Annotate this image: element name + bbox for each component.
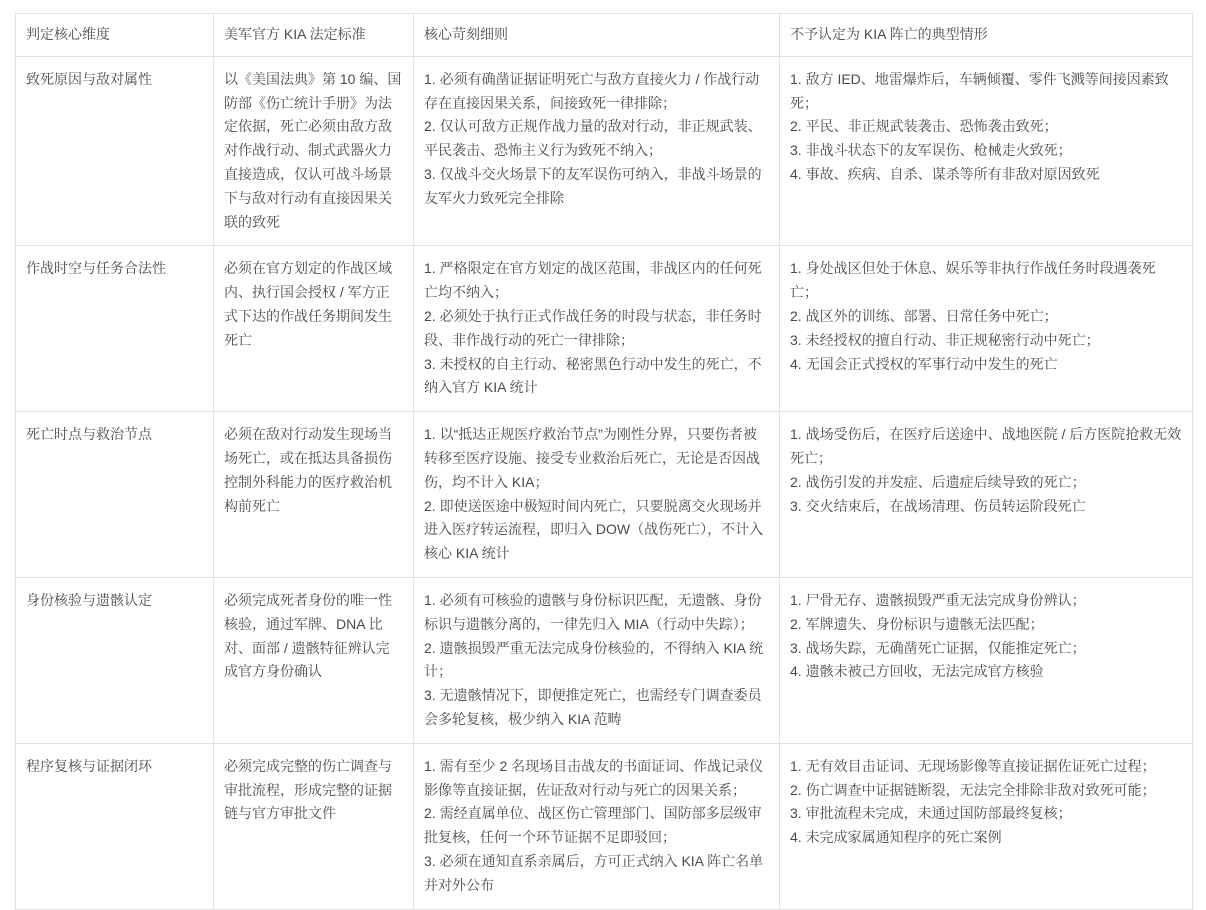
- criteria-item: 1. 严格限定在官方划定的战区范围，非战区内的任何死亡均不纳入；: [424, 260, 762, 301]
- criteria-item: 1. 无有效目击证词、无现场影像等直接证据佐证死亡过程；: [790, 757, 1156, 774]
- table-row: [16, 743, 1193, 909]
- criteria-item: 4. 未完成家属通知程序的死亡案例: [790, 829, 1002, 846]
- criteria-item: 1. 身处战区但处于休息、娱乐等非执行作战任务时段遇袭死亡；: [790, 260, 1156, 301]
- criteria-item: 1. 以“抵达正规医疗救治节点”为刚性分界，只要伤者被转移至医疗设施、接受专业救治后死亡，无论是否因战伤，均不计入 KIA；: [424, 426, 760, 490]
- cell-exclusions: [780, 56, 1193, 246]
- cell-exclusions: [780, 577, 1193, 743]
- criteria-item: 2. 需经直属单位、战区伤亡管理部门、国防部多层级审批复核，任何一个环节证据不足即驳回；: [424, 805, 762, 846]
- criteria-item: 3. 未授权的自主行动、秘密黑色行动中发生的死亡，不纳入官方 KIA 统计: [424, 355, 762, 396]
- table-row: [16, 412, 1193, 578]
- kia-criteria-table: [15, 13, 1193, 910]
- cell-standard: 必须完成完整的伤亡调查与审批流程，形成完整的证据链与官方审批文件: [214, 743, 414, 909]
- cell-standard: 必须完成死者身份的唯一性核验，通过军牌、DNA 比对、面部 / 遗骸特征辨认完成官方身份确认: [214, 577, 414, 743]
- header-standard: 美军官方 KIA 法定标准: [214, 14, 414, 57]
- cell-rules: [414, 577, 780, 743]
- criteria-item: 3. 战场失踪，无确凿死亡证据，仅能推定死亡；: [790, 639, 1086, 656]
- cell-dimension: 死亡时点与救治节点: [16, 412, 214, 578]
- cell-exclusions: [780, 743, 1193, 909]
- cell-dimension: 身份核验与遗骸认定: [16, 577, 214, 743]
- criteria-item: 3. 无遗骸情况下，即便推定死亡，也需经专门调查委员会多轮复核，极少纳入 KIA 范畴: [424, 687, 762, 727]
- table-header-row: [16, 14, 1193, 57]
- table-row: [16, 246, 1193, 412]
- criteria-item: 4. 无国会正式授权的军事行动中发生的死亡: [790, 355, 1058, 372]
- criteria-item: 2. 战区外的训练、部署、日常任务中死亡；: [790, 307, 1058, 324]
- table-row: [16, 56, 1193, 246]
- header-dimension: 判定核心维度: [16, 14, 214, 57]
- cell-exclusions: [780, 246, 1193, 412]
- cell-exclusions: [780, 412, 1193, 578]
- criteria-item: 2. 仅认可敌方正规作战力量的敌对行动，非正规武装、平民袭击、恐怖主义行为致死不纳入；: [424, 118, 762, 159]
- criteria-item: 3. 非战斗状态下的友军误伤、枪械走火致死；: [790, 142, 1072, 159]
- criteria-item: 2. 伤亡调查中证据链断裂，无法完全排除非敌对致死可能；: [790, 781, 1156, 798]
- criteria-item: 3. 交火结束后，在战场清理、伤员转运阶段死亡: [790, 497, 1086, 514]
- cell-dimension: 致死原因与敌对属性: [16, 56, 214, 246]
- cell-standard: 以《美国法典》第 10 编、国防部《伤亡统计手册》为法定依据，死亡必须由敌方敌对作战行动、制式武器火力直接造成，仅认可战斗场景下与敌对行动有直接因果关联的致死: [214, 56, 414, 246]
- table-row: [16, 577, 1193, 743]
- cell-dimension: 作战时空与任务合法性: [16, 246, 214, 412]
- cell-standard: 必须在官方划定的作战区域内、执行国会授权 / 军方正式下达的作战任务期间发生死亡: [214, 246, 414, 412]
- criteria-item: 2. 平民、非正规武装袭击、恐怖袭击致死；: [790, 118, 1058, 135]
- criteria-item: 3. 必须在通知直系亲属后，方可正式纳入 KIA 阵亡名单并对外公布: [424, 852, 764, 893]
- criteria-item: 4. 事故、疾病、自杀、谋杀等所有非敌对原因致死: [790, 165, 1100, 182]
- criteria-item: 2. 必须处于执行正式作战任务的时段与状态，非任务时段、非作战行动的死亡一律排除；: [424, 307, 762, 348]
- criteria-item: 3. 仅战斗交火场景下的友军误伤可纳入，非战斗场景的友军火力致死完全排除: [424, 165, 762, 206]
- cell-rules: [414, 412, 780, 578]
- criteria-item: 1. 必须有可核验的遗骸与身份标识匹配，无遗骸、身份标识与遗骸分离的，一律先归入 MIA（行动中失踪）；: [424, 591, 762, 632]
- criteria-item: 3. 审批流程未完成，未通过国防部最终复核；: [790, 805, 1072, 822]
- criteria-item: 2. 即使送医途中极短时间内死亡，只要脱离交火现场并进入医疗转运流程，即归入 DOW（战伤死亡），不计入核心 KIA 统计: [424, 497, 764, 562]
- header-rules: 核心苛刻细则: [414, 14, 780, 57]
- cell-rules: [414, 743, 780, 909]
- cell-dimension: 程序复核与证据闭环: [16, 743, 214, 909]
- header-exclusions: 不予认定为 KIA 阵亡的典型情形: [780, 14, 1193, 57]
- criteria-item: 1. 敌方 IED、地雷爆炸后，车辆倾覆、零件飞溅等间接因素致死；: [790, 70, 1169, 111]
- page: [0, 13, 1206, 893]
- cell-rules: [414, 246, 780, 412]
- criteria-item: 1. 需有至少 2 名现场目击战友的书面证词、作战记录仪影像等直接证据，佐证敌对行动与死亡的因果关系；: [424, 757, 764, 798]
- criteria-item: 2. 遗骸损毁严重无法完成身份核验的，不得纳入 KIA 统计；: [424, 639, 764, 680]
- cell-standard: 必须在敌对行动发生现场当场死亡，或在抵达具备损伤控制外科能力的医疗救治机构前死亡: [214, 412, 414, 578]
- criteria-item: 2. 战伤引发的并发症、后遗症后续导致的死亡；: [790, 473, 1086, 490]
- criteria-item: 1. 尸骨无存、遗骸损毁严重无法完成身份辨认；: [790, 591, 1086, 608]
- criteria-item: 4. 遗骸未被己方回收，无法完成官方核验: [790, 663, 1044, 680]
- criteria-item: 1. 必须有确凿证据证明死亡与敌方直接火力 / 作战行动存在直接因果关系，间接致死一律排除；: [424, 70, 760, 111]
- cell-rules: [414, 56, 780, 246]
- criteria-item: 2. 军牌遗失、身份标识与遗骸无法匹配；: [790, 615, 1044, 632]
- criteria-item: 3. 未经授权的擅自行动、非正规秘密行动中死亡；: [790, 331, 1100, 348]
- criteria-item: 1. 战场受伤后，在医疗后送途中、战地医院 / 后方医院抢救无效死亡；: [790, 426, 1182, 466]
